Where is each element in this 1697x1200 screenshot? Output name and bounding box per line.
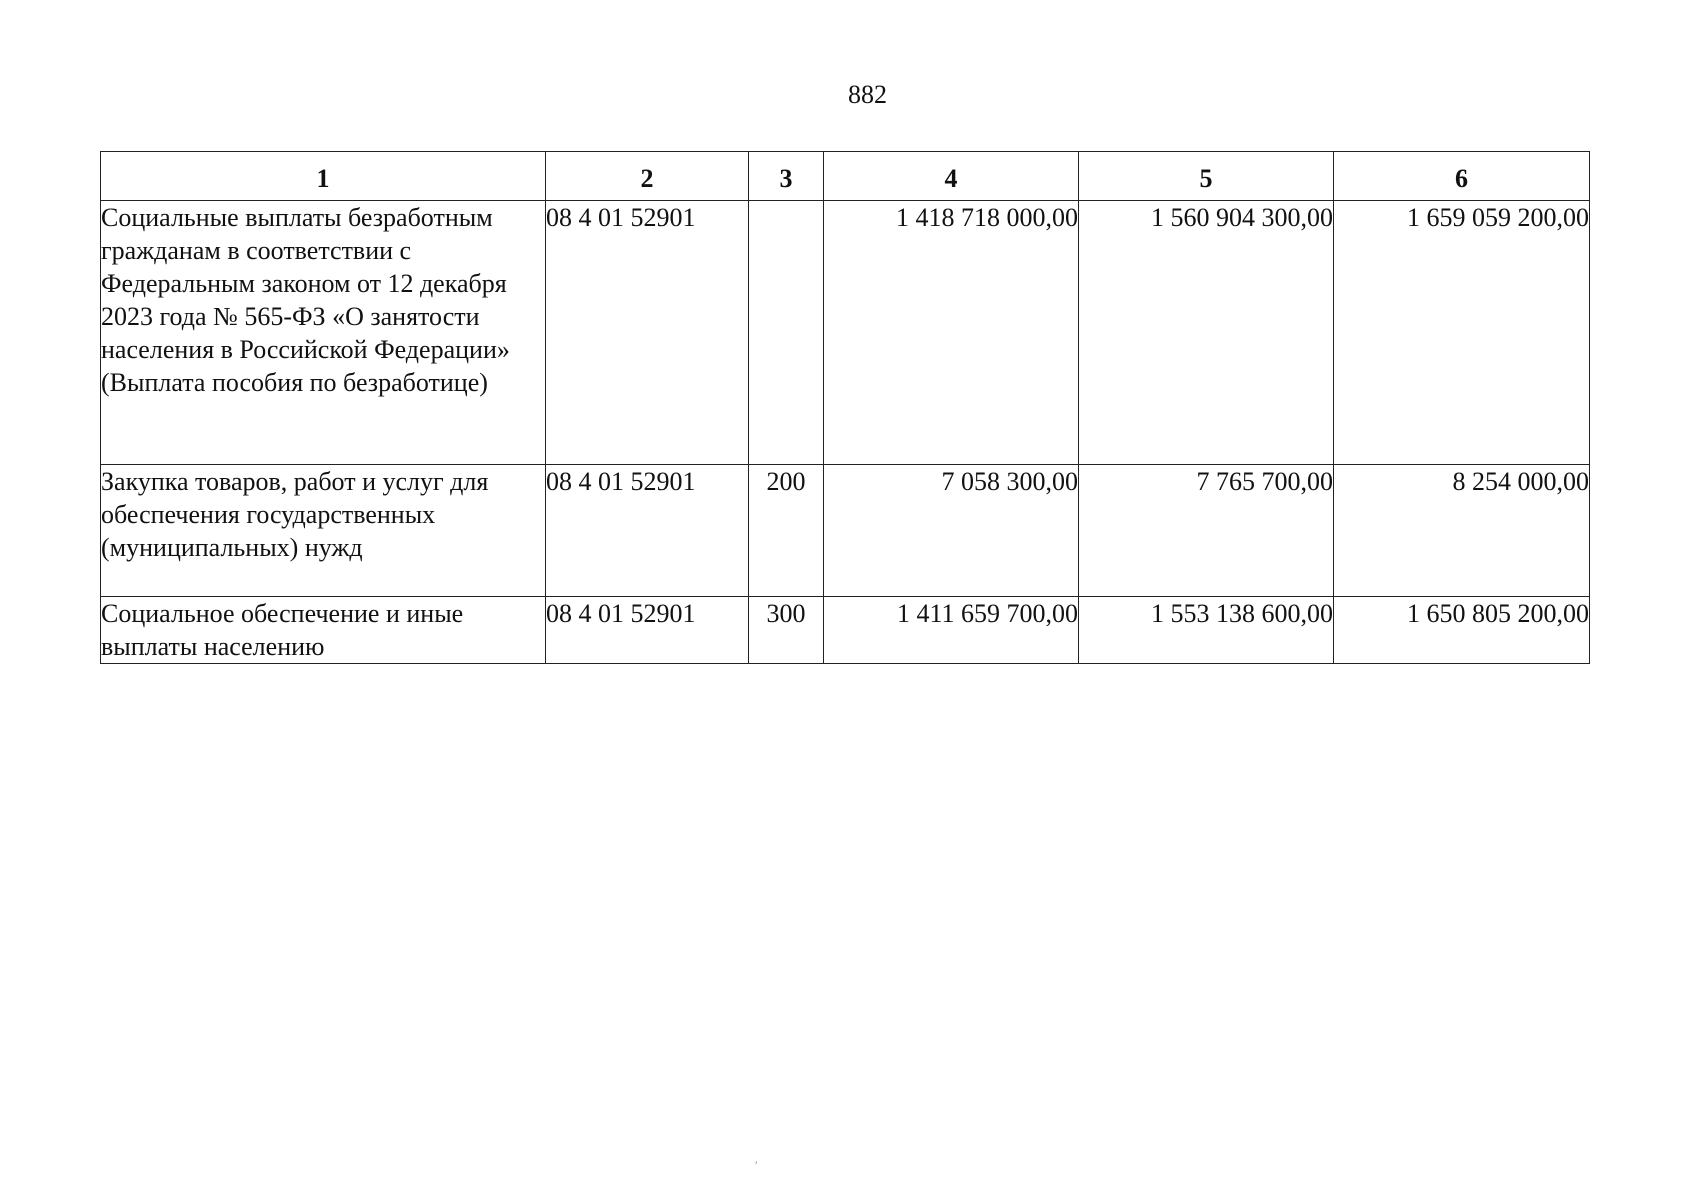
- header-row: [101, 152, 1590, 201]
- header-col-3: 3: [749, 152, 824, 201]
- row-value-col-6: 1 650 805 200,00: [1334, 597, 1590, 664]
- page-number: 882: [848, 80, 887, 109]
- header-col-4: 4: [824, 152, 1079, 201]
- row-expense-type: 300: [749, 597, 824, 664]
- row-name: Социальные выплаты безработным гражданам в соответствии с Федеральным законом от 12 декабря 2023 года № 565-ФЗ «О занятости населения в Российской Федерации» (Выплата пособия по безработице): [101, 201, 546, 465]
- table-row: [101, 465, 1590, 597]
- row-name: Закупка товаров, работ и услуг для обеспечения государственных (муниципальных) нужд: [101, 465, 546, 597]
- row-value-col-6: 8 254 000,00: [1334, 465, 1590, 597]
- table-row: [101, 201, 1590, 465]
- row-value-col-4: 1 411 659 700,00: [824, 597, 1079, 664]
- row-expense-type: 200: [749, 465, 824, 597]
- row-value-col-5: 1 560 904 300,00: [1079, 201, 1334, 465]
- budget-table: [100, 151, 1590, 664]
- table-row: [101, 597, 1590, 664]
- row-value-col-6: 1 659 059 200,00: [1334, 201, 1590, 465]
- row-expense-type: [749, 201, 824, 465]
- row-name: Социальное обеспечение и иные выплаты населению: [101, 597, 546, 664]
- row-value-col-4: 1 418 718 000,00: [824, 201, 1079, 465]
- header-col-5: 5: [1079, 152, 1334, 201]
- header-col-1: 1: [101, 152, 546, 201]
- row-value-col-5: 7 765 700,00: [1079, 465, 1334, 597]
- row-value-col-5: 1 553 138 600,00: [1079, 597, 1334, 664]
- scan-speck: ′: [755, 1158, 758, 1172]
- row-code: 08 4 01 52901: [546, 597, 749, 664]
- row-code: 08 4 01 52901: [546, 465, 749, 597]
- header-col-2: 2: [546, 152, 749, 201]
- table-header: [101, 152, 1590, 201]
- header-col-6: 6: [1334, 152, 1590, 201]
- row-code: 08 4 01 52901: [546, 201, 749, 465]
- row-value-col-4: 7 058 300,00: [824, 465, 1079, 597]
